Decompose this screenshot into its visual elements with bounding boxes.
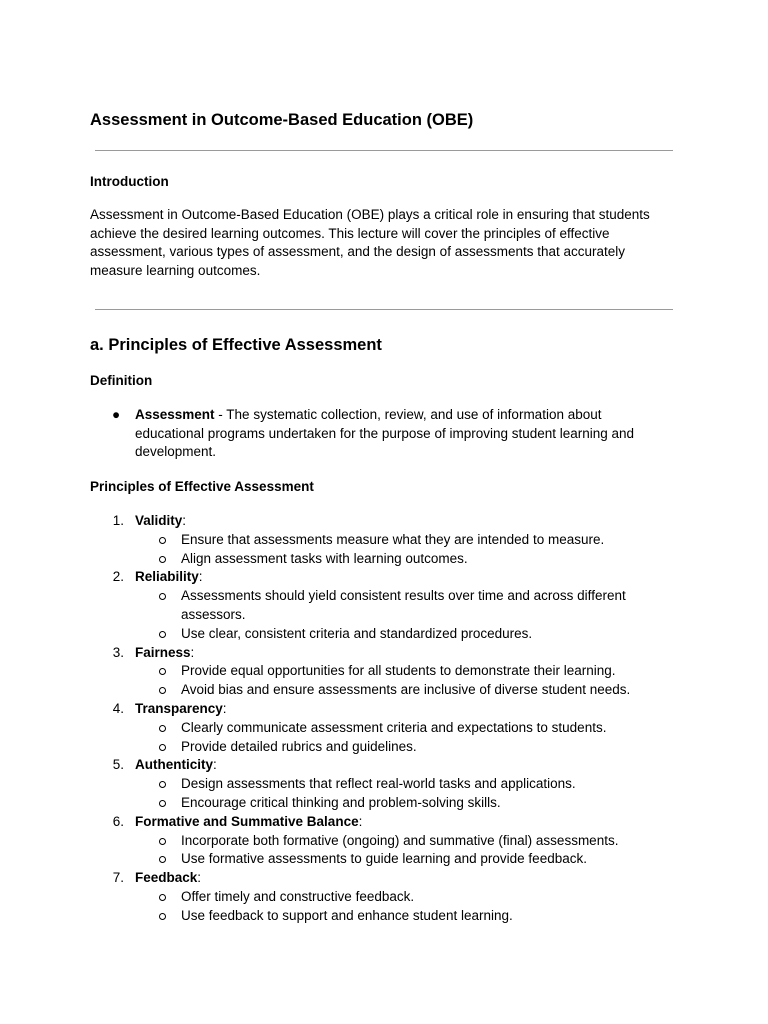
principle-point-text: Ensure that assessments measure what they are intended to measure. [181, 531, 605, 547]
hollow-bullet-icon [159, 913, 166, 920]
principle-point [135, 850, 651, 869]
principle-point-text: Assessments should yield consistent results over time and across different assessors. [181, 588, 626, 622]
hollow-bullet-icon [159, 556, 166, 563]
principle-number: 2. [112, 569, 124, 585]
principle-name: Feedback [135, 870, 198, 886]
hollow-bullet-icon [159, 781, 166, 788]
hollow-bullet-icon [159, 894, 166, 901]
principle-points [135, 719, 700, 757]
principle-name: Validity [135, 513, 183, 528]
horizontal-rule [95, 309, 673, 310]
principle-points [135, 531, 700, 569]
principle-item: 1. Validity: Ensure that assessments measure what they are intended to measure. Align assessment tasks with learning outcomes. [0, 512, 700, 568]
introduction-paragraph: Assessment in Outcome-Based Education (OBE) plays a critical role in ensuring that students achieve the desired learning outcomes. This lecture will cover the principles of effective assessment, various types of assessment, and the design of assessments that accurately measure learning outcomes. [90, 207, 650, 278]
principle-point [135, 832, 651, 851]
principle-points [135, 775, 700, 813]
principle-item: 2. Reliability: Assessments should yield consistent results over time and across different assessors. Use clear, consistent criteria and standardized procedures. [0, 568, 700, 643]
hollow-bullet-icon [159, 687, 166, 694]
principle-point [135, 531, 651, 550]
principle-point-text: Clearly communicate assessment criteria and expectations to students. [181, 719, 607, 735]
principle-point-text: Use feedback to support and enhance student learning. [181, 907, 513, 923]
hollow-bullet-icon [159, 593, 166, 600]
principle-point [135, 550, 651, 569]
principle-points [135, 832, 700, 870]
principle-item: 6. Formative and Summative Balance: Incorporate both formative (ongoing) and summative (final) assessments. Use formative assessments to guide learning and provide feedback. [0, 813, 700, 869]
hollow-bullet-icon [159, 744, 166, 751]
principle-point [135, 907, 651, 926]
principle-point [135, 738, 651, 757]
principle-point [135, 587, 651, 625]
principle-point [135, 888, 651, 907]
principle-item: 4. Transparency: Clearly communicate assessment criteria and expectations to students. Provide detailed rubrics and guidelines. [0, 700, 700, 756]
principle-point [135, 775, 651, 794]
introduction-heading: Introduction [90, 174, 169, 189]
principle-number: 4. [112, 700, 124, 716]
hollow-bullet-icon [159, 668, 166, 675]
principle-number: 5. [112, 757, 124, 773]
hollow-bullet-icon [159, 725, 166, 732]
section-heading: a. Principles of Effective Assessment [90, 336, 382, 354]
principle-name: Reliability [135, 569, 199, 585]
principle-item: 5. Authenticity: Design assessments that reflect real-world tasks and applications. Encourage critical thinking and problem-solving skills. [0, 756, 700, 812]
bullet-icon: ● [112, 407, 121, 422]
principle-number: 6. [112, 813, 124, 829]
definition-heading: Definition [90, 373, 153, 388]
hollow-bullet-icon [159, 537, 166, 544]
principle-point-text: Avoid bias and ensure assessments are inclusive of diverse student needs. [181, 682, 631, 698]
principle-point-text: Offer timely and constructive feedback. [181, 888, 415, 904]
principle-points [135, 662, 700, 700]
hollow-bullet-icon [159, 631, 166, 638]
principle-point-text: Provide detailed rubrics and guidelines. [181, 738, 417, 754]
hollow-bullet-icon [159, 838, 166, 845]
principle-points [135, 587, 700, 643]
horizontal-rule [95, 150, 673, 151]
definition-item [112, 406, 672, 462]
principle-name: Fairness [135, 644, 191, 660]
definition-term: Assessment [135, 407, 215, 422]
principle-point-text: Provide equal opportunities for all students to demonstrate their learning. [181, 663, 616, 679]
document-title: Assessment in Outcome-Based Education (OBE) [90, 111, 474, 129]
principle-point [135, 662, 651, 681]
principle-name: Formative and Summative Balance [135, 813, 359, 829]
hollow-bullet-icon [159, 800, 166, 807]
principle-point-text: Use formative assessments to guide learning and provide feedback. [181, 851, 587, 867]
principle-name: Transparency [135, 700, 223, 716]
principle-point [135, 625, 651, 644]
principle-point-text: Use clear, consistent criteria and standardized procedures. [181, 625, 533, 641]
principle-point-text: Design assessments that reflect real-world tasks and applications. [181, 776, 576, 792]
principle-point [135, 794, 651, 813]
principle-point [135, 719, 651, 738]
definition-text: - The systematic collection, review, and use of information about educational programs undertaken for the purpose of improving student learning and development. [135, 407, 635, 460]
principle-item: 3. Fairness: Provide equal opportunities for all students to demonstrate their learning. Avoid bias and ensure assessments are inclusive of diverse student needs. [0, 644, 700, 700]
definition-list [112, 406, 672, 462]
principle-name: Authenticity [135, 757, 214, 773]
principle-points [135, 888, 700, 926]
principle-point-text: Incorporate both formative (ongoing) and summative (final) assessments. [181, 832, 619, 848]
hollow-bullet-icon [159, 856, 166, 863]
principles-list [0, 512, 700, 926]
principle-number: 7. [112, 870, 124, 886]
principle-point [135, 681, 651, 700]
principle-item: 7. Feedback: Offer timely and constructive feedback. Use feedback to support and enhance student learning. [0, 869, 700, 925]
principle-number: 3. [112, 644, 124, 660]
principle-number: 1. [112, 513, 124, 528]
principles-heading: Principles of Effective Assessment [90, 479, 314, 494]
principle-point-text: Encourage critical thinking and problem-solving skills. [181, 794, 501, 810]
principle-point-text: Align assessment tasks with learning outcomes. [181, 550, 468, 566]
